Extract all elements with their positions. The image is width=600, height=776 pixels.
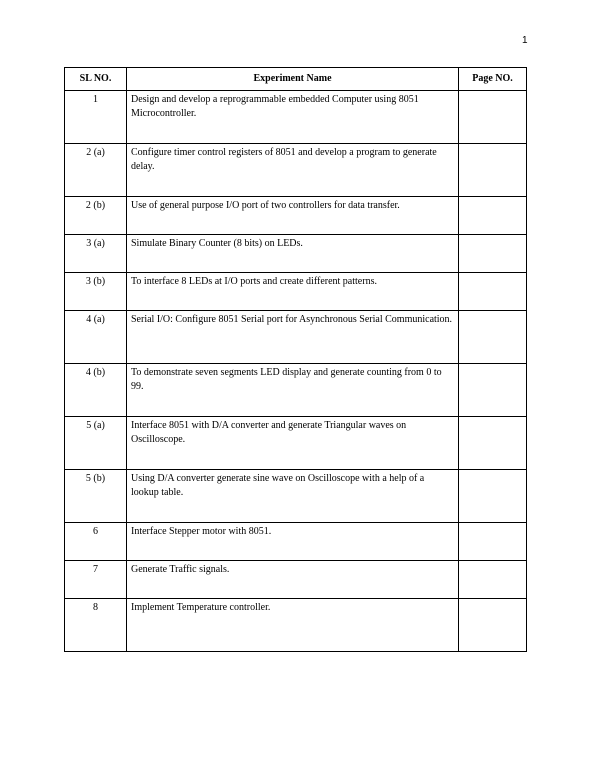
table-row xyxy=(65,197,527,235)
row-experiment-name: Using D/A converter generate sine wave on Oscilloscope with a help of a lookup table. xyxy=(127,470,459,523)
page-number: 1 xyxy=(522,35,528,46)
row-sl-no: 5 (a) xyxy=(65,417,127,470)
row-sl-no: 2 (b) xyxy=(65,197,127,235)
row-experiment-name: Interface 8051 with D/A converter and generate Triangular waves on Oscilloscope. xyxy=(127,417,459,470)
experiment-index-table xyxy=(64,67,527,652)
table-row xyxy=(65,470,527,523)
row-experiment-name: Interface Stepper motor with 8051. xyxy=(127,523,459,561)
header-page-no: Page NO. xyxy=(459,68,527,91)
row-page-no xyxy=(459,273,527,311)
table-row xyxy=(65,91,527,144)
row-page-no xyxy=(459,470,527,523)
row-experiment-name: Simulate Binary Counter (8 bits) on LEDs. xyxy=(127,235,459,273)
row-page-no xyxy=(459,311,527,364)
row-sl-no: 3 (b) xyxy=(65,273,127,311)
row-page-no xyxy=(459,364,527,417)
row-sl-no: 5 (b) xyxy=(65,470,127,523)
row-experiment-name: Implement Temperature controller. xyxy=(127,599,459,652)
row-experiment-name: To interface 8 LEDs at I/O ports and create different patterns. xyxy=(127,273,459,311)
row-page-no xyxy=(459,91,527,144)
row-sl-no: 4 (b) xyxy=(65,364,127,417)
row-sl-no: 3 (a) xyxy=(65,235,127,273)
row-page-no xyxy=(459,599,527,652)
row-sl-no: 1 xyxy=(65,91,127,144)
row-sl-no: 7 xyxy=(65,561,127,599)
table-row xyxy=(65,311,527,364)
table-row xyxy=(65,561,527,599)
row-experiment-name: To demonstrate seven segments LED display and generate counting from 0 to 99. xyxy=(127,364,459,417)
table-row xyxy=(65,235,527,273)
row-sl-no: 4 (a) xyxy=(65,311,127,364)
row-page-no xyxy=(459,561,527,599)
row-page-no xyxy=(459,523,527,561)
table-header-row xyxy=(65,68,527,91)
row-page-no xyxy=(459,144,527,197)
row-experiment-name: Generate Traffic signals. xyxy=(127,561,459,599)
row-sl-no: 6 xyxy=(65,523,127,561)
row-page-no xyxy=(459,197,527,235)
table-row xyxy=(65,144,527,197)
row-experiment-name: Use of general purpose I/O port of two controllers for data transfer. xyxy=(127,197,459,235)
header-experiment-name: Experiment Name xyxy=(127,68,459,91)
table-row xyxy=(65,599,527,652)
table-row xyxy=(65,364,527,417)
row-sl-no: 8 xyxy=(65,599,127,652)
row-page-no xyxy=(459,235,527,273)
row-sl-no: 2 (a) xyxy=(65,144,127,197)
table-row xyxy=(65,273,527,311)
table-row xyxy=(65,523,527,561)
table-row xyxy=(65,417,527,470)
row-experiment-name: Configure timer control registers of 8051 and develop a program to generate delay. xyxy=(127,144,459,197)
header-sl-no: SL NO. xyxy=(65,68,127,91)
row-page-no xyxy=(459,417,527,470)
row-experiment-name: Serial I/O: Configure 8051 Serial port for Asynchronous Serial Communication. xyxy=(127,311,459,364)
row-experiment-name: Design and develop a reprogrammable embedded Computer using 8051 Microcontroller. xyxy=(127,91,459,144)
